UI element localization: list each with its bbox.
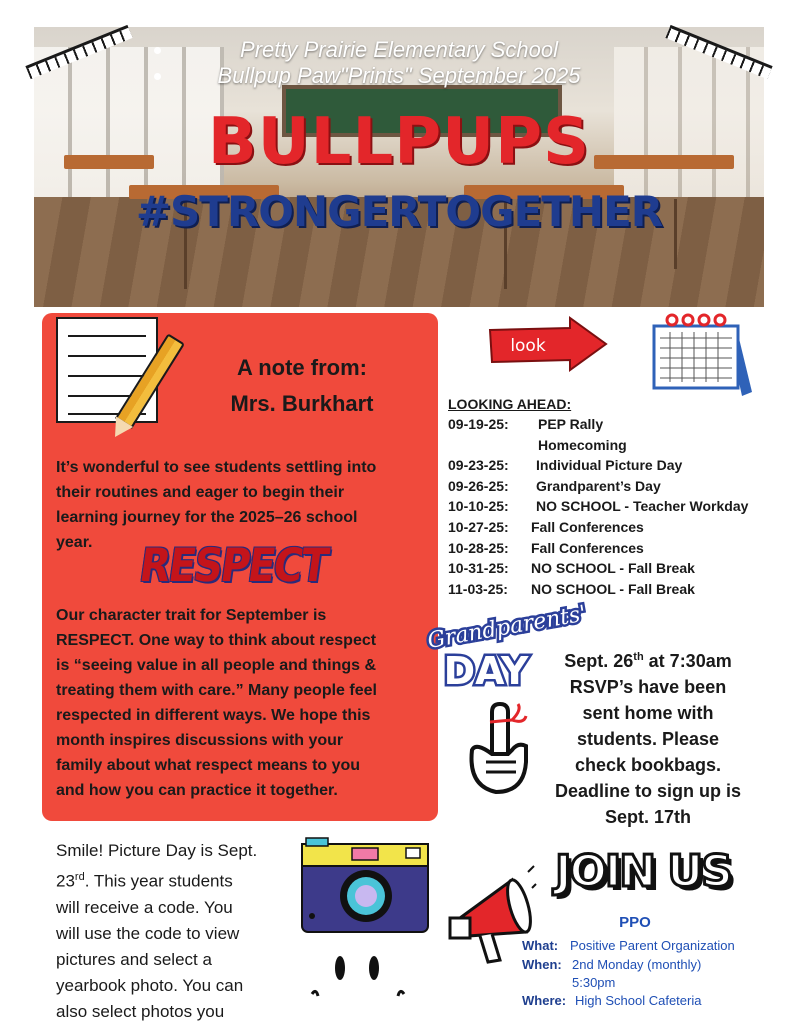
event-text: PEP Rally — [538, 416, 604, 432]
picture-day-text — [56, 838, 296, 1025]
join-us-heading: JOIN US — [555, 846, 731, 897]
event-date: 10-10-25: — [448, 498, 509, 514]
row-value: Positive Parent Organization — [570, 938, 735, 953]
event-text: NO SCHOOL - Fall Break — [531, 560, 695, 576]
event-date: 10-27-25: — [448, 519, 509, 535]
look-label: look — [510, 336, 546, 356]
ppo-label: PPO — [619, 914, 651, 931]
row-value: 5:30pm — [572, 975, 616, 990]
looking-ahead-heading: LOOKING AHEAD: — [448, 396, 572, 412]
text-line: Our character trait for September is — [56, 607, 327, 624]
row-value: 2nd Monday (monthly) — [572, 957, 702, 972]
text-line: students. Please — [576, 729, 720, 749]
event-row — [448, 457, 683, 473]
event-text: Fall Conferences — [531, 540, 644, 556]
event-row — [448, 519, 644, 535]
text-line: treating them with care.” Many people feel — [56, 682, 377, 699]
ppo-what — [522, 938, 735, 953]
text-line: Smile! Picture Day is Sept. — [56, 841, 258, 860]
event-date: 11-03-25: — [448, 581, 508, 597]
text-line: sent home with — [582, 703, 714, 723]
ppo-when — [522, 957, 702, 972]
gp-logo-day: DAY — [443, 649, 529, 693]
text-line: RSVP’s have been — [569, 677, 727, 697]
event-date: 09-26-25: — [448, 478, 509, 494]
event-text: Homecoming — [538, 437, 627, 453]
event-date: 10-31-25: — [448, 560, 509, 576]
event-text: Grandparent’s Day — [536, 478, 661, 494]
look-arrow-icon — [488, 318, 608, 370]
text-line: is “seeing value in all people and things & — [56, 657, 377, 674]
event-date: 10-28-25: — [448, 540, 509, 556]
event-row — [448, 540, 644, 556]
text-line: will receive a code. You — [56, 897, 233, 917]
event-text: Individual Picture Day — [536, 457, 683, 473]
text-line: also select photos you — [56, 1001, 225, 1021]
ppo-where — [522, 993, 702, 1008]
row-label: Where: — [522, 993, 567, 1008]
school-name: Pretty Prairie Elementary School — [240, 37, 558, 62]
text-line: respected in different ways. We hope this — [56, 707, 371, 724]
text-line: learning journey for the 2025–26 school — [56, 509, 358, 526]
text-line: pictures and select a — [56, 949, 212, 969]
text-line: yearbook photo. You can — [56, 975, 244, 995]
grandparents-info — [540, 644, 756, 830]
smiley-icon — [308, 952, 408, 1012]
text-line: RESPECT. One way to think about respect — [56, 632, 377, 649]
note-title: A note from: — [237, 355, 367, 380]
row-value: High School Cafeteria — [575, 993, 702, 1008]
row-label: What: — [522, 938, 559, 953]
event-row — [448, 416, 604, 432]
camera-icon — [300, 838, 430, 934]
header-banner — [34, 27, 764, 307]
text-line: family about what respect means to you — [56, 757, 361, 774]
text-line: their routines and eager to begin their — [56, 484, 345, 501]
text-line: check bookbags. — [574, 755, 722, 775]
bullpups-heading: BULLPUPS — [207, 105, 591, 179]
principal-note — [42, 313, 438, 821]
text-line: Sept. 26th at 7:30am — [564, 651, 732, 671]
event-row — [448, 560, 695, 576]
text-line: Deadline to sign up is — [554, 781, 742, 801]
event-text: Fall Conferences — [531, 519, 644, 535]
event-text: NO SCHOOL - Teacher Workday — [536, 498, 749, 514]
text-line: and how you can practice it together. — [56, 782, 338, 799]
text-line: month inspires discussions with your — [56, 732, 344, 749]
event-row — [448, 478, 661, 494]
note-author: Mrs. Burkhart — [230, 391, 374, 416]
finger-string-icon — [462, 700, 532, 796]
calendar-icon — [652, 312, 754, 398]
text-line: Sept. 17th — [604, 807, 692, 827]
text-line: 23rd. This year students — [56, 871, 233, 891]
event-date: 09-23-25: — [448, 457, 509, 473]
event-date: 09-19-25: — [448, 416, 509, 432]
event-text: NO SCHOOL - Fall Break — [531, 581, 695, 597]
note-paragraph-2 — [56, 603, 436, 803]
event-row — [448, 498, 749, 514]
hashtag-heading: #STRONGERTOGETHER — [135, 187, 663, 236]
newsletter-title: Bullpup Paw"Prints" September 2025 — [217, 63, 581, 88]
text-line: year. — [56, 534, 93, 551]
respect-wordart: RESPECT — [136, 539, 330, 593]
text-line: will use the code to view — [56, 923, 240, 943]
event-row — [448, 581, 695, 597]
row-label: When: — [522, 957, 562, 972]
text-line: It’s wonderful to see students settling into — [56, 459, 377, 476]
gp-logo-script: Grandparents' — [425, 601, 589, 654]
